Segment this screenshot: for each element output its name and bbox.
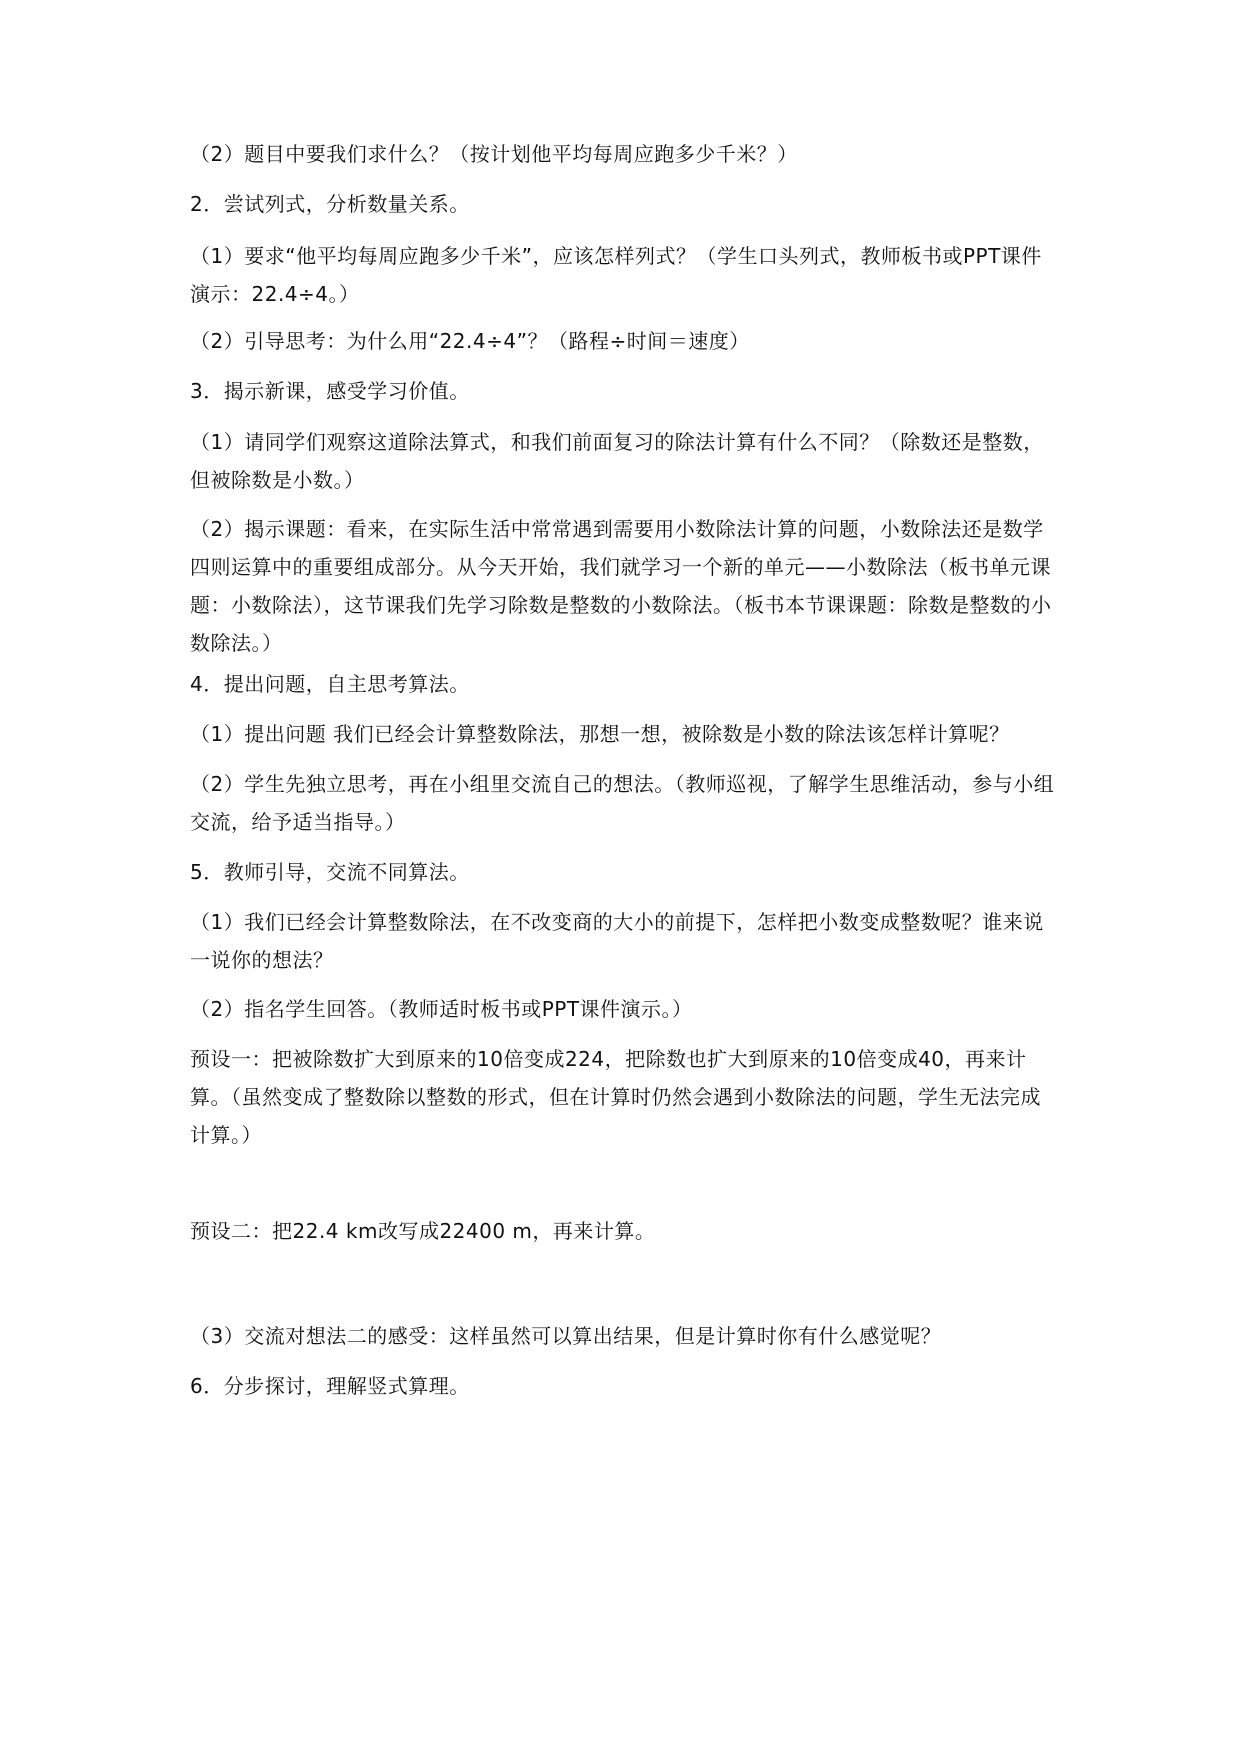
paragraph-15-preset-two: 预设二：把22.4 km改写成22400 m，再来计算。 (190, 1219, 656, 1243)
paragraph-16: （3）交流对想法二的感受：这样虽然可以算出结果，但是计算时你有什么感觉呢？ (190, 1324, 942, 1348)
paragraph-10: （2）学生先独立思考，再在小组里交流自己的想法。（教师巡视，了解学生思维活动，参与小组交流，给予适当指导。） (190, 772, 1055, 834)
paragraph-6: （1）请同学们观察这道除法算式，和我们前面复习的除法计算有什么不同？（除数还是整数，但被除数是小数。） (190, 430, 1044, 492)
paragraph-9: （1）提出问题 我们已经会计算整数除法，那想一想，被除数是小数的除法该怎样计算呢？ (190, 722, 1010, 746)
paragraph-4: （2）引导思考：为什么用“22.4÷4”？（路程÷时间＝速度） (190, 329, 750, 353)
paragraph-1: （2）题目中要我们求什么？（按计划他平均每周应跑多少千米？） (190, 142, 798, 166)
paragraph-3: （1）要求“他平均每周应跑多少千米”，应该怎样列式？（学生口头列式，教师板书或PPT课件演示：22.4÷4。） (190, 244, 1042, 306)
paragraph-5-heading: 3．揭示新课，感受学习价值。 (190, 379, 470, 403)
paragraph-13: （2）指名学生回答。（教师适时板书或PPT课件演示。） (190, 997, 693, 1021)
paragraph-7: （2）揭示课题：看来，在实际生活中常常遇到需要用小数除法计算的问题，小数除法还是数学四则运算中的重要组成部分。从今天开始，我们就学习一个新的单元——小数除法（板书单元课题：小数除法），这节课我们先学习除数是整数的小数除法。（板书本节课课题：除数是整数的小数除法。） (190, 517, 1052, 655)
paragraph-8-heading: 4．提出问题，自主思考算法。 (190, 672, 470, 696)
paragraph-12: （1）我们已经会计算整数除法，在不改变商的大小的前提下，怎样把小数变成整数呢？谁来说一说你的想法？ (190, 910, 1044, 972)
paragraph-17-heading: 6．分步探讨，理解竖式算理。 (190, 1374, 470, 1398)
paragraph-2-heading: 2．尝试列式，分析数量关系。 (190, 192, 470, 216)
paragraph-14-preset-one: 预设一：把被除数扩大到原来的10倍变成224，把除数也扩大到原来的10倍变成40，再来计算。（虽然变成了整数除以整数的形式，但在计算时仍然会遇到小数除法的问题，学生无法完成计算。） (190, 1047, 1041, 1147)
paragraph-11-heading: 5．教师引导，交流不同算法。 (190, 860, 470, 884)
